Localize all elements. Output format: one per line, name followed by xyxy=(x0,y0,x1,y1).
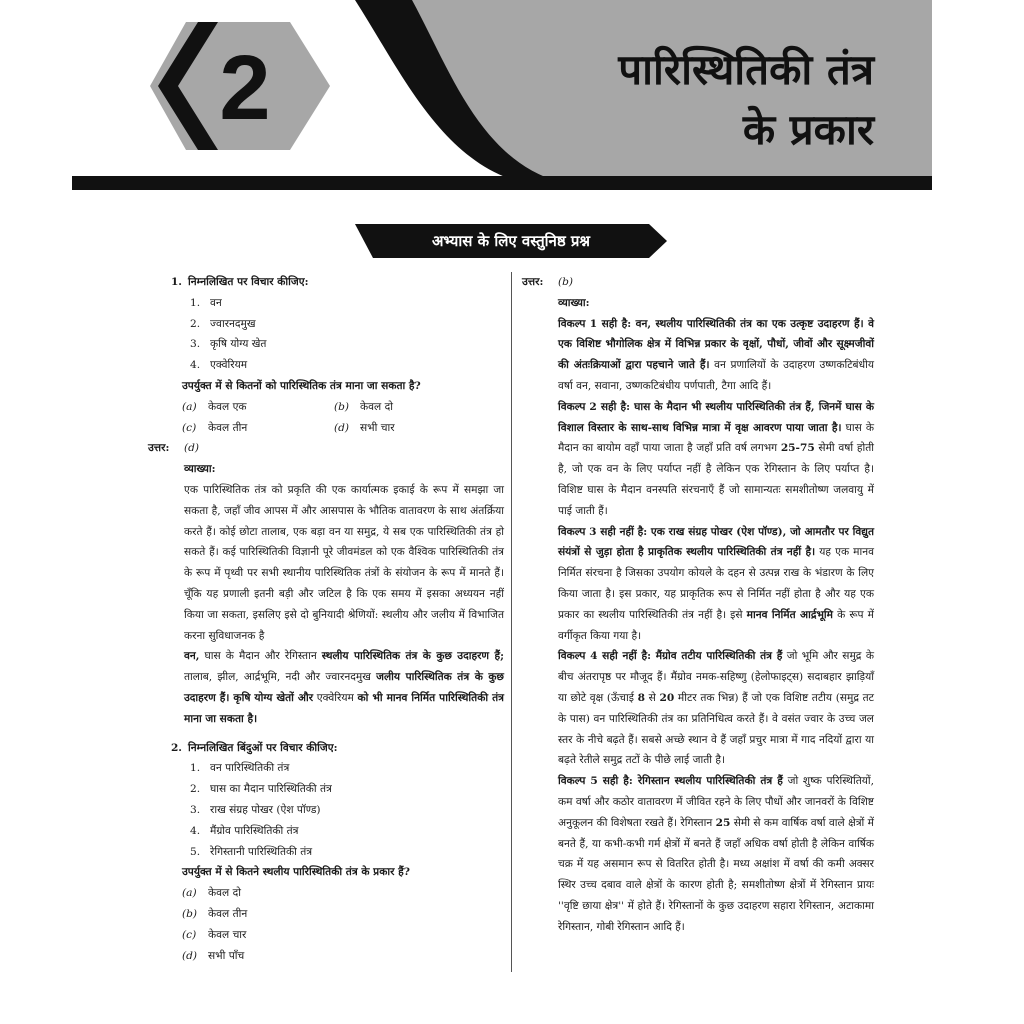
column-divider xyxy=(511,272,512,972)
explanation-paragraph: विकल्प 1 सही है: वन, स्थलीय पारिस्थितिकी तंत्र का एक उत्कृष्ट उदाहरण हैं। वे एक विशिष्ट भौगोलिक क्षेत्र में विभिन्न प्रकार के वृक्षों, पौधों, जीवों और सूक्ष्मजीवों की अंतःक्रियाओं द्वारा पहचाने जाते हैं। वन प्रणालियों के उदाहरण उष्णकटिबंधीय वर्षा वन, सवाना, उष्णकटिबंधीय पर्णपाती, टैगा आदि हैं। xyxy=(558,317,875,392)
question-2-prompt: उपर्युक्त में से कितने स्थलीय पारिस्थितिकी तंत्र के प्रकार हैं? xyxy=(182,866,410,879)
chapter-title xyxy=(618,40,874,160)
question-1-items xyxy=(148,293,504,376)
question-number: 2. xyxy=(170,741,182,754)
explanation-paragraph: विकल्प 4 सही नहीं है: मैंग्रोव तटीय पारिस्थितिकी तंत्र हैं जो भूमि और समुद्र के बीच अंतरापृष्ठ पर मौजूद हैं। मैंग्रोव नमक-सहिष्णु (हेलोफाइट्स) सदाबहार झाड़ियाँ या छोटे वृक्ष (ऊँचाई 8 से 20 मीटर तक भिन्न) हैं जो एक विशिष्ट तटीय (समुद्र तट के पास) वन पारिस्थितिकी तंत्र का प्रतिनिधित्व करते हैं। वे वसंत ज्वार के उच्च जल स्तर के नीचे बढ़ते हैं। सबसे अच्छे स्थान वे हैं जहाँ प्रचुर मात्रा में गाद नदियों द्वारा या बढ़ते रेतीले समुद्र तटों के पीछे लाई जाती है। xyxy=(558,650,874,767)
question-1-options xyxy=(148,397,504,439)
list-item: 3. कृषि योग्य खेत xyxy=(190,338,267,351)
list-item: 4. मैंग्रोव पारिस्थितिकी तंत्र xyxy=(190,824,299,837)
option-d: (d) सभी चार xyxy=(334,421,395,434)
list-item: 4. एक्वेरियम xyxy=(190,359,248,372)
question-1-answer: उत्तर: (d) xyxy=(148,442,200,455)
chapter-title-line2: के प्रकार xyxy=(742,105,874,154)
explanation-paragraph: वन, घास के मैदान और रेगिस्तान स्थलीय पारिस्थितिक तंत्र के कुछ उदाहरण हैं; तालाब, झील, आर्द्रभूमि, नदी और ज्वारनदमुख जलीय पारिस्थितिक तंत्र के कुछ उदाहरण हैं। कृषि योग्य खेतों और एक्वेरियम को भी मानव निर्मित पारिस्थितिकी तंत्र माना जा सकता है। xyxy=(184,650,504,725)
explanation-heading: व्याख्या: xyxy=(558,296,590,309)
option-a: (a) केवल एक xyxy=(182,400,247,413)
explanation-heading: व्याख्या: xyxy=(184,463,216,476)
list-item: 5. रेगिस्तानी पारिस्थितिकी तंत्र xyxy=(190,845,313,858)
list-item: 1. वन xyxy=(190,296,222,309)
header-bottom-bar xyxy=(72,176,932,190)
option-d: (d) सभी पाँच xyxy=(182,949,245,962)
question-2-options xyxy=(148,883,504,966)
question-2-answer: उत्तर: (b) xyxy=(522,276,574,288)
question-2-stem xyxy=(148,738,504,759)
explanation-paragraph: विकल्प 3 सही नहीं है: एक राख संग्रह पोखर (ऐश पॉण्ड), जो आमतौर पर विद्युत संयंत्रों से जुड़ा होता है प्राकृतिक स्थलीय पारिस्थितिकी तंत्र नहीं है। यह एक मानव निर्मित संरचना है जिसका उपयोग कोयले के दहन से उत्पन्न राख के भंडारण के लिए किया जाता है। इस प्रकार, यह प्राकृतिक रूप से निर्मित नहीं होता है और यह एक प्रकार का स्थलीय पारिस्थितिकी तंत्र नहीं है। इसे मानव निर्मित आर्द्रभूमि के रूप में वर्गीकृत किया गया है। xyxy=(558,525,874,642)
chapter-title-line1: पारिस्थितिकी तंत्र xyxy=(618,45,874,94)
option-a: (a) केवल दो xyxy=(182,887,241,900)
explanation-paragraph: विकल्प 5 सही है: रेगिस्तान स्थलीय पारिस्थितिकी तंत्र हैं जो शुष्क परिस्थितियों, कम वर्षा और कठोर वातावरण में जीवित रहने के लिए पौधों और जानवरों के विशिष्ट अनुकूलन की विशेषता रखते हैं। रेगिस्तान 25 सेमी से कम वार्षिक वर्षा वाले क्षेत्रों में बनते हैं, या कभी-कभी गर्म क्षेत्रों में बनते हैं जहाँ अधिक वर्षा होती है लेकिन वार्षिक चक्र में यह असमान रूप से वितरित होती है। मध्य अक्षांश में वर्षा की कमी अक्सर स्थिर उच्च दबाव वाले क्षेत्रों के कारण होती है; समशीतोष्ण क्षेत्रों में रेगिस्तान प्रायः ''वृष्टि छाया क्षेत्र'' में होते हैं। रेगिस्तानों के कुछ उदाहरण सहारा रेगिस्तान, अटाकामा रेगिस्तान, गोबी रेगिस्तान आदि हैं। xyxy=(558,775,875,933)
explanation-paragraph: विकल्प 2 सही है: घास के मैदान भी स्थलीय पारिस्थितिकी तंत्र हैं, जिनमें घास के विशाल विस्तार के साथ-साथ विभिन्न मात्रा में वृक्ष आवरण पाया जाता है। घास के मैदान का बायोम वहाँ पाया जाता है जहाँ प्रति वर्ष लगभग 25-75 सेमी वर्षा होती है, जो एक वन के लिए पर्याप्त नहीं है लेकिन एक रेगिस्तान के लिए पर्याप्त है। विशिष्ट घास के मैदान वनस्पति संरचनाएँ हैं जो सामान्यतः समशीतोष्ण जलवायु में पाई जाती हैं। xyxy=(558,400,874,517)
list-item: 2. ज्वारनदमुख xyxy=(190,317,256,330)
question-2-items xyxy=(148,758,504,862)
question-1-prompt: उपर्युक्त में से कितनों को पारिस्थितिक तंत्र माना जा सकता है? xyxy=(182,379,421,392)
question-stem-text: निम्नलिखित बिंदुओं पर विचार कीजिए: xyxy=(188,741,338,754)
question-number: 1. xyxy=(170,276,182,288)
chapter-number: 2 xyxy=(219,37,271,139)
list-item: 3. राख संग्रह पोखर (ऐश पॉण्ड) xyxy=(190,803,321,816)
option-c: (c) केवल तीन xyxy=(182,421,248,434)
option-c: (c) केवल चार xyxy=(182,928,247,941)
list-item: 2. घास का मैदान पारिस्थितिकी तंत्र xyxy=(190,783,332,796)
question-stem-text: निम्नलिखित पर विचार कीजिए: xyxy=(188,276,309,288)
list-item: 1. वन पारिस्थितिकी तंत्र xyxy=(190,762,290,775)
option-b: (b) केवल तीन xyxy=(182,907,248,920)
section-banner xyxy=(355,224,667,258)
right-column xyxy=(522,272,874,938)
option-b: (b) केवल दो xyxy=(334,400,393,413)
left-column xyxy=(148,272,504,966)
section-banner-text: अभ्यास के लिए वस्तुनिष्ठ प्रश्न xyxy=(431,232,591,250)
question-1-stem xyxy=(148,272,504,293)
explanation-paragraph: एक पारिस्थितिक तंत्र को प्रकृति की एक कार्यात्मक इकाई के रूप में समझा जा सकता है, जहाँ जीव आपस में और आसपास के भौतिक वातावरण के साथ अंतर्क्रिया करते हैं। कोई छोटा तालाब, एक बड़ा वन या समुद्र, ये सब एक पारिस्थितिकी तंत्र हो सकते हैं। कई पारिस्थितिकी विज्ञानी पूरे जीवमंडल को एक वैश्विक पारिस्थितिकी तंत्र के रूप में पृथ्वी पर सभी स्थानीय पारिस्थितिक तंत्रों के संयोजन के रूप में मानते हैं। चूँकि यह प्रणाली इतनी बड़ी और जटिल है कि एक समय में इसका अध्ययन नहीं किया जा सकता, इसलिए इसे दो बुनियादी श्रेणियों: स्थलीय और जलीय में विभाजित करना सुविधाजनक है xyxy=(184,483,504,642)
